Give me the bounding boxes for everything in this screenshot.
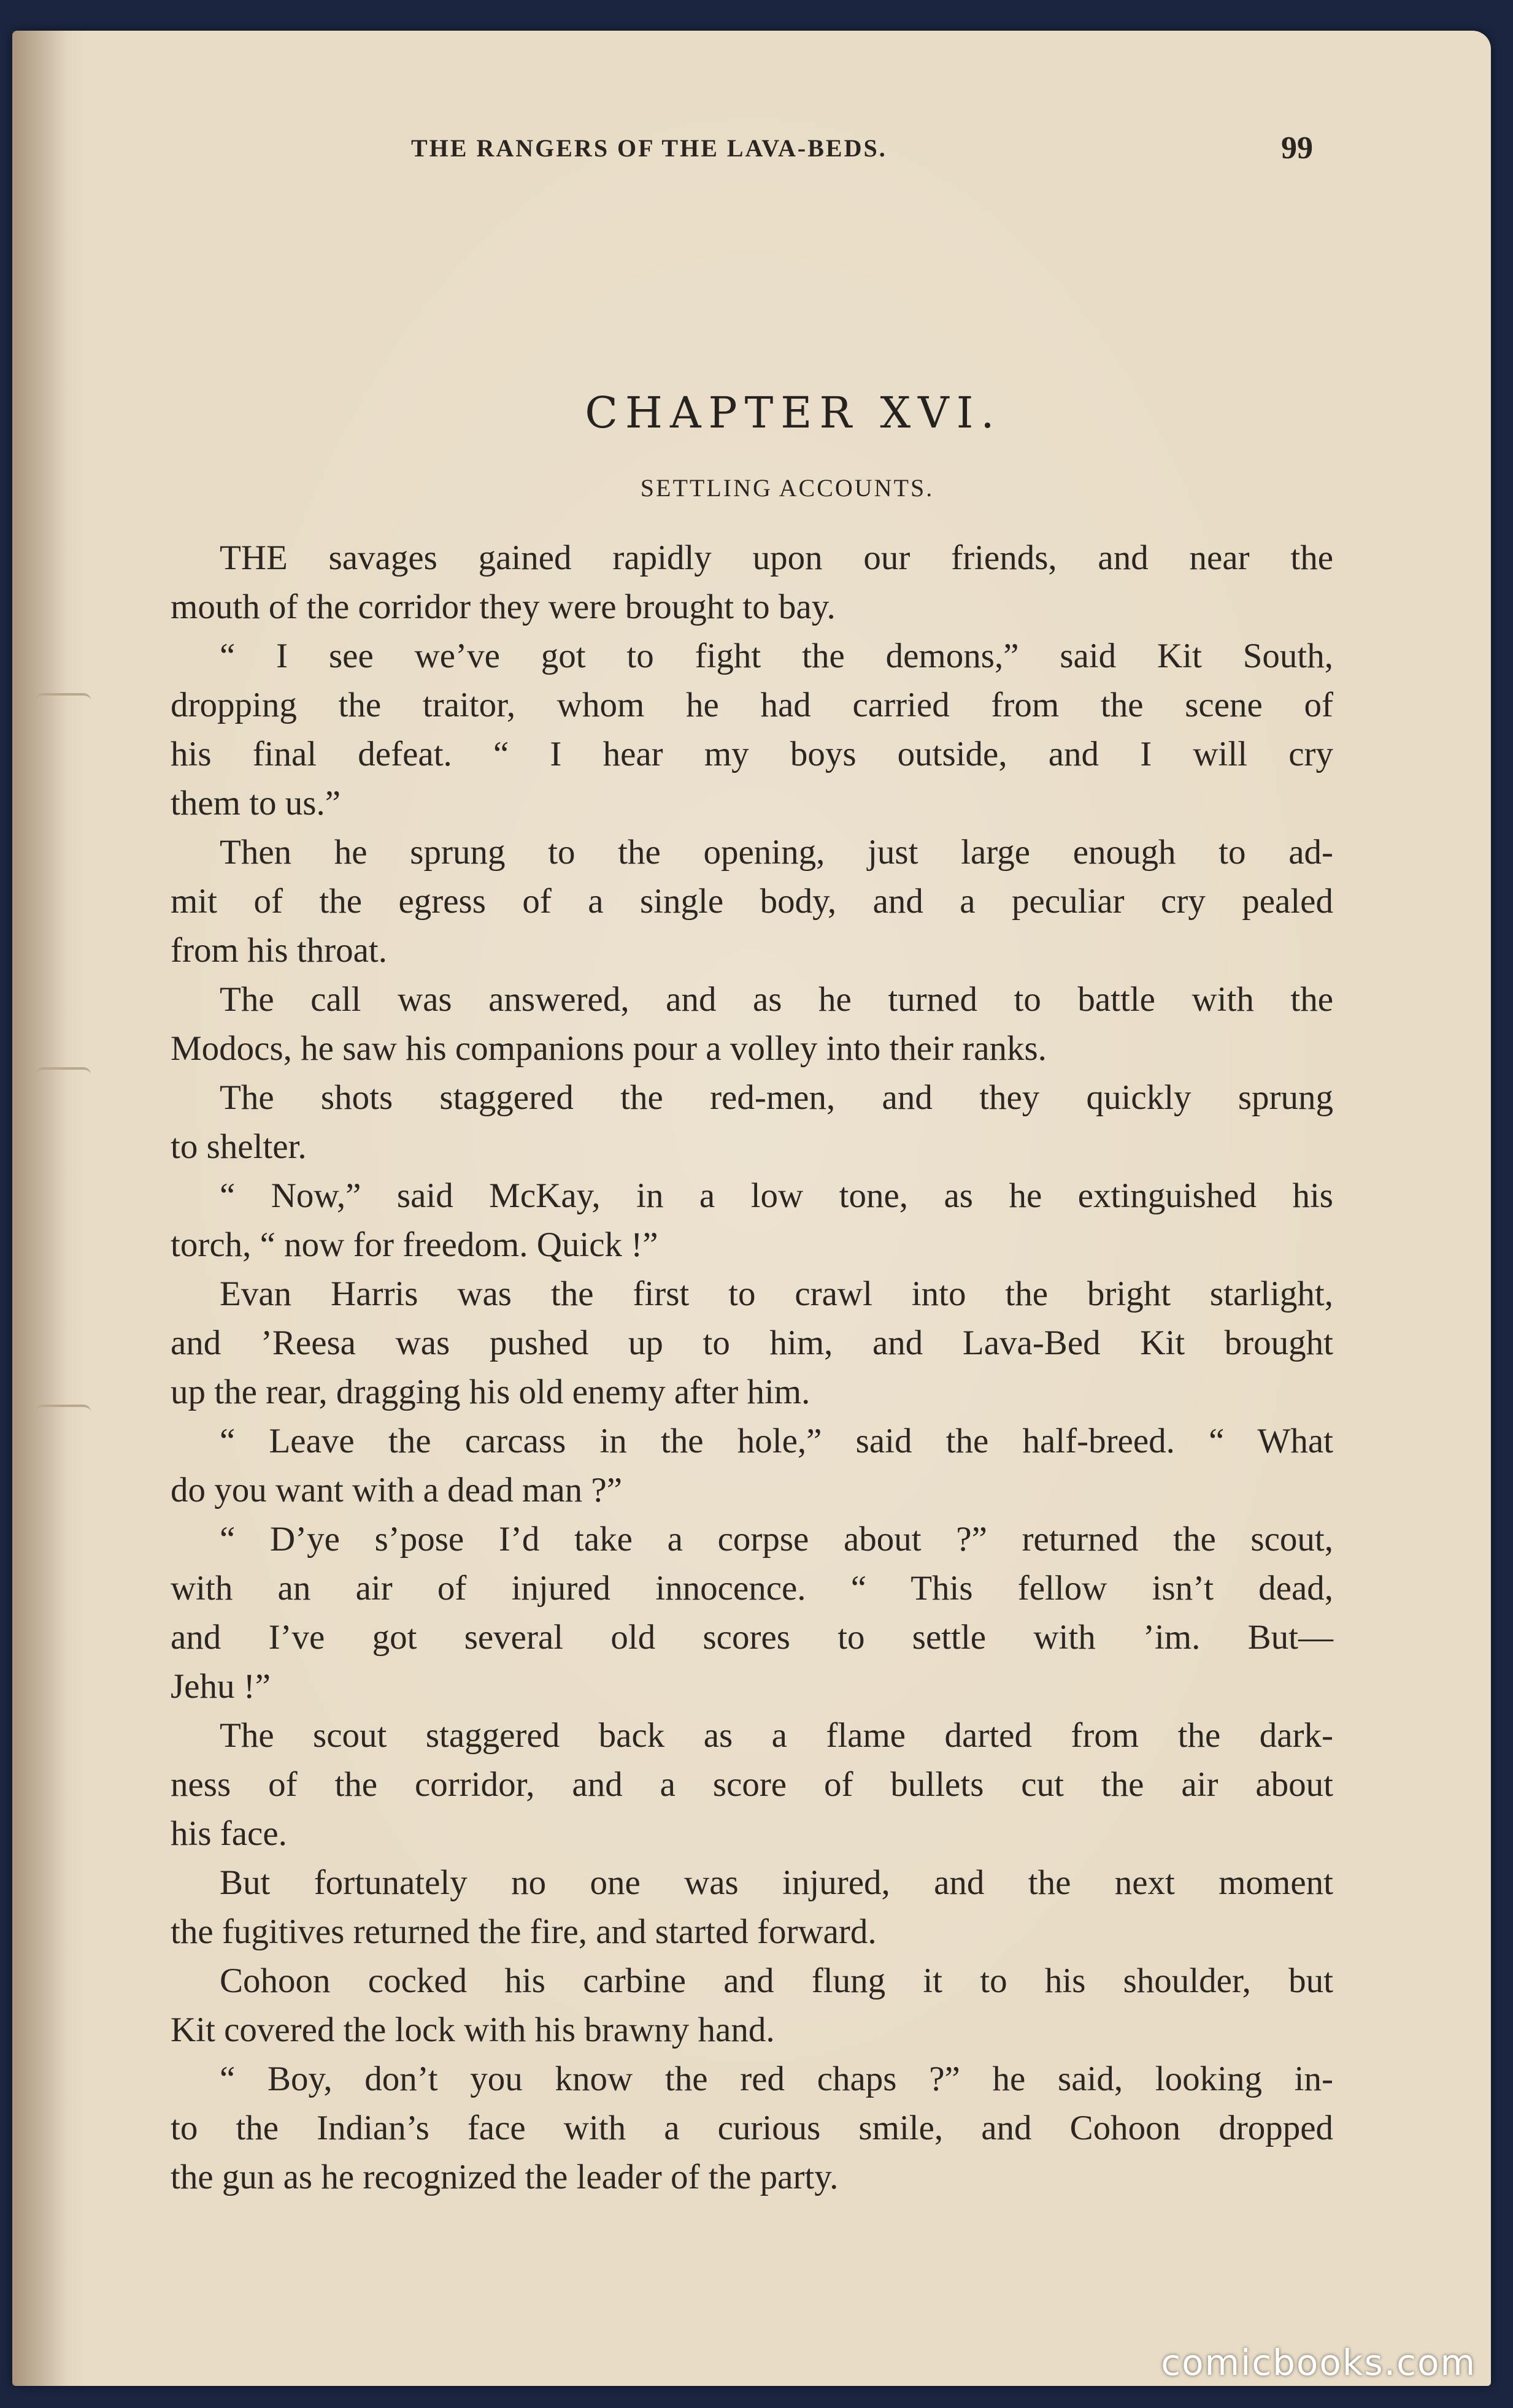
text-line: “ Boy, don’t you know the red chaps ?” he said, looking in- — [220, 2060, 1333, 2098]
text-line: up the rear, dragging his old enemy after him. — [171, 1373, 810, 1411]
text-line: mouth of the corridor they were brought to bay. — [171, 588, 836, 626]
binding-stitch — [36, 1405, 91, 1423]
text-line: torch, “ now for freedom. Quick !” — [171, 1225, 658, 1264]
text-line: do you want with a dead man ?” — [171, 1471, 623, 1509]
text-line: The scout staggered back as a flame darted from the dark- — [220, 1716, 1333, 1755]
text-line: Kit covered the lock with his brawny hand. — [171, 2011, 775, 2049]
text-line: Jehu !” — [171, 1667, 271, 1706]
text-line: The call was answered, and as he turned to battle with the — [220, 980, 1333, 1019]
text-line: his face. — [171, 1814, 287, 1853]
text-line: The shots staggered the red-men, and they quickly sprung — [220, 1078, 1333, 1117]
chapter-subtitle: SETTLING ACCOUNTS. — [640, 474, 934, 502]
binding-stitch — [36, 1067, 91, 1086]
text-line: them to us.” — [171, 784, 341, 822]
text-line: Then he sprung to the opening, just large enough to ad- — [220, 833, 1333, 872]
text-line: to shelter. — [171, 1127, 307, 1166]
page-number: 99 — [1281, 131, 1313, 166]
text-line: and I’ve got several old scores to settle with ’im. But— — [171, 1618, 1333, 1657]
text-line: mit of the egress of a single body, and a peculiar cry pealed — [171, 882, 1333, 921]
chapter-title: CHAPTER XVI. — [585, 388, 1002, 438]
text-line: with an air of injured innocence. “ This fellow isn’t dead, — [171, 1569, 1333, 1608]
text-line: and ’Reesa was pushed up to him, and Lava-Bed Kit brought — [171, 1324, 1333, 1362]
text-line: “ I see we’ve got to fight the demons,” said Kit South, — [220, 637, 1333, 675]
text-line: Cohoon cocked his carbine and flung it to his shoulder, but — [220, 1961, 1333, 2000]
text-line: But fortunately no one was injured, and the next moment — [220, 1863, 1333, 1902]
text-line: Evan Harris was the first to crawl into the bright starlight, — [220, 1275, 1333, 1313]
text-line: Modocs, he saw his companions pour a volley into their ranks. — [171, 1029, 1047, 1068]
text-line: dropping the traitor, whom he had carried from the scene of — [171, 686, 1333, 724]
watermark: comicbooks.com — [1161, 2342, 1476, 2383]
spine-shadow — [12, 31, 67, 2386]
text-line: the gun as he recognized the leader of the party. — [171, 2158, 839, 2196]
text-line: “ Leave the carcass in the hole,” said the half-breed. “ What — [220, 1422, 1333, 1460]
text-line: ness of the corridor, and a score of bullets cut the air about — [171, 1765, 1333, 1804]
body-text — [171, 534, 1333, 2202]
text-line: the fugitives returned the fire, and started forward. — [171, 1912, 877, 1951]
text-line: from his throat. — [171, 931, 388, 970]
text-line: THE savages gained rapidly upon our friends, and near the — [220, 539, 1333, 577]
binding-stitch — [36, 693, 91, 711]
text-line: to the Indian’s face with a curious smile, and Cohoon dropped — [171, 2109, 1333, 2147]
text-line: his final defeat. “ I hear my boys outside, and I will cry — [171, 735, 1333, 773]
text-line: “ Now,” said McKay, in a low tone, as he extinguished his — [220, 1176, 1333, 1215]
running-head: THE RANGERS OF THE LAVA-BEDS. — [411, 134, 887, 162]
text-line: “ D’ye s’pose I’d take a corpse about ?” returned the scout, — [220, 1520, 1333, 1559]
